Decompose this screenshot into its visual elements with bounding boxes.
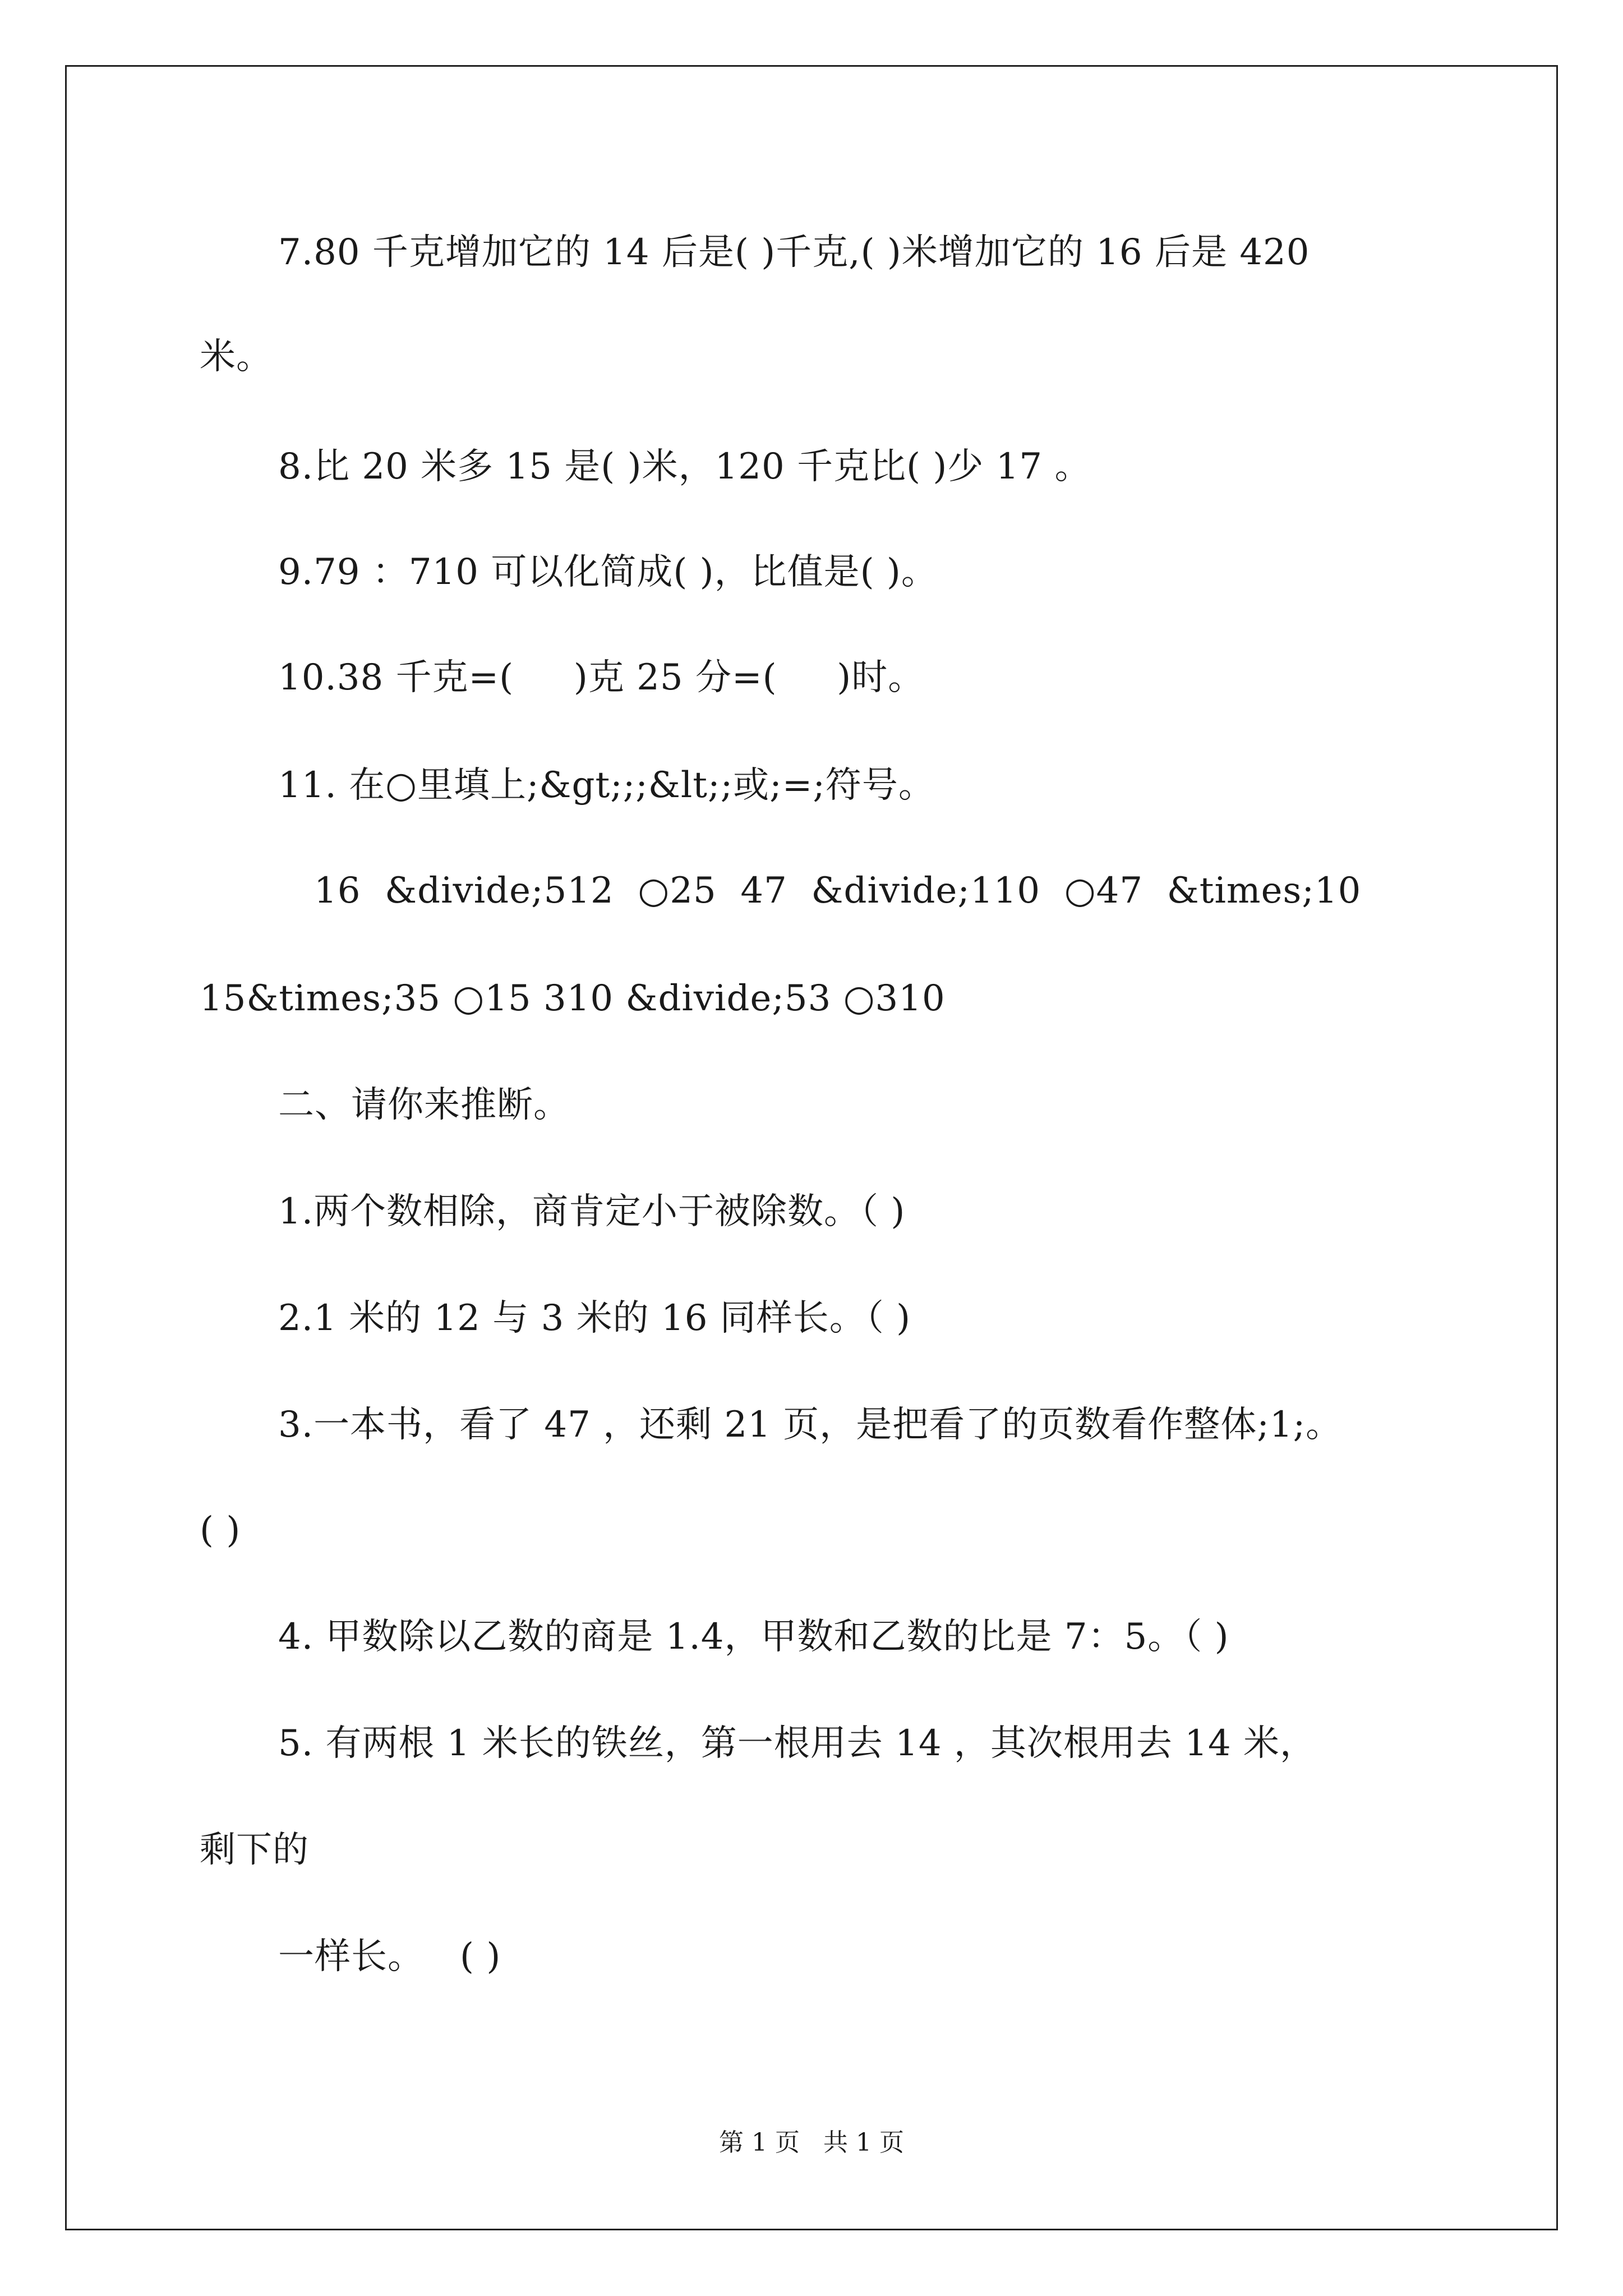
judge-1: 1.两个数相除，商肯定小于被除数。（ ) xyxy=(278,1191,906,1232)
question-7-line-1: 7.80 千克增加它的 14 后是( )千克,( )米增加它的 16 后是 420 xyxy=(278,232,1310,273)
page-border xyxy=(65,65,1558,2230)
page-footer: 第 1 页 共 1 页 xyxy=(719,2128,904,2157)
section-2-heading: 二、请你来推断。 xyxy=(278,1084,570,1126)
question-7-line-2: 米。 xyxy=(200,336,273,378)
question-10: 10.38 千克=( )克 25 分=( )时。 xyxy=(278,657,925,698)
question-8: 8.比 20 米多 15 是( )米，120 千克比( )少 17 。 xyxy=(278,446,1091,487)
judge-5-line-2: 剩下的 xyxy=(200,1829,309,1871)
question-9: 9.79 ：710 可以化简成( )，比值是( )。 xyxy=(278,551,938,593)
judge-5-line-3: 一样长。 ( ) xyxy=(278,1936,501,1977)
question-11-items-line-2: 15&times;35 ○15 310 &divide;53 ○310 xyxy=(200,978,946,1019)
judge-3-line-1: 3.一本书，看了 47 ，还剩 21 页，是把看了的页数看作整体;1;。 xyxy=(278,1404,1343,1446)
judge-2: 2.1 米的 12 与 3 米的 16 同样长。（ ) xyxy=(278,1297,911,1339)
judge-5-line-1: 5. 有两根 1 米长的铁丝，第一根用去 14 ，其次根用去 14 米， xyxy=(278,1723,1317,1764)
judge-3-line-2: ( ) xyxy=(200,1510,241,1551)
question-11: 11. 在○里填上;&gt;;;&lt;;或;=;符号。 xyxy=(278,765,935,806)
judge-4: 4. 甲数除以乙数的商是 1.4，甲数和乙数的比是 7：5。（ ) xyxy=(278,1616,1229,1658)
question-11-items-line-1: 16 &divide;512 ○25 47 &divide;110 ○47 &times;10 xyxy=(314,870,1362,912)
